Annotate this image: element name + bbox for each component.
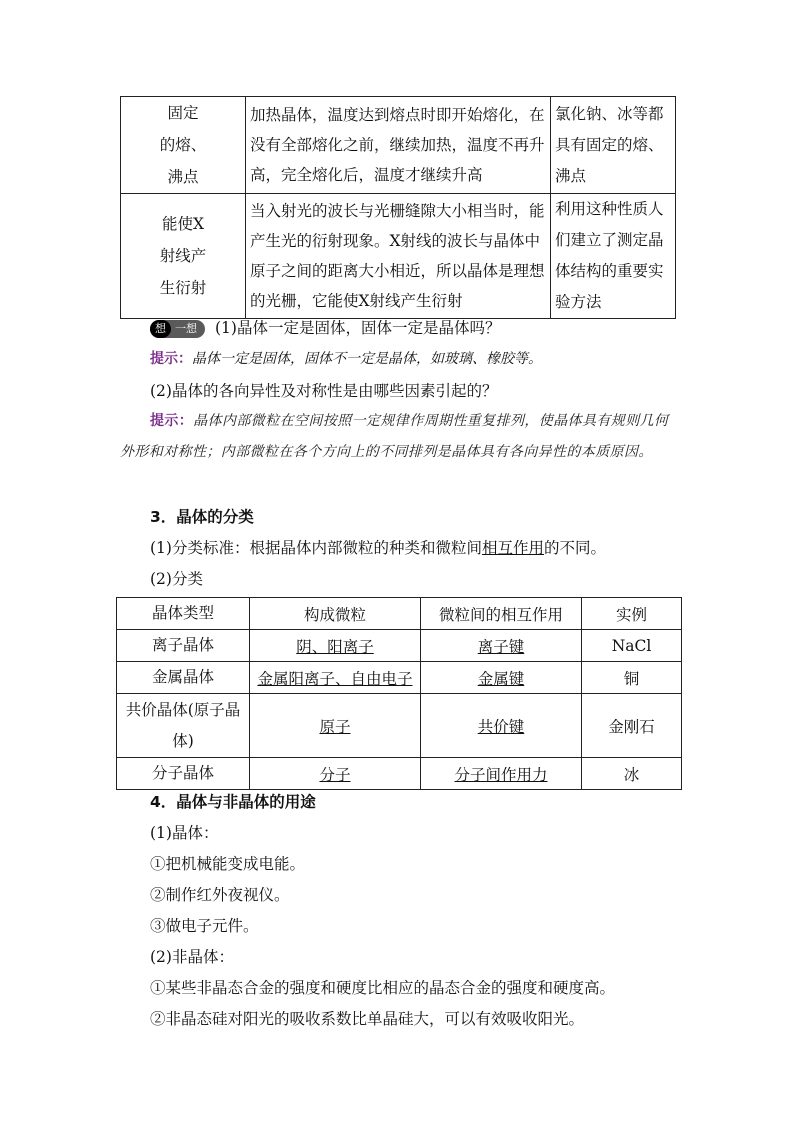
amorphous-uses-title: (2)非晶体： [150,948,234,966]
property-example-cell: 氯化钠、冰等都具有固定的熔、沸点 [551,97,676,194]
table-cell: 阴、阳离子 [250,630,421,662]
table-cell: 共价键 [421,694,582,758]
header-cell: 晶体类型 [117,598,250,630]
property-description-cell: 当入射光的波长与光栅缝隙大小相当时，能产生光的衍射现象。X射线的波长与晶体中原子之间的距离大小相近，所以晶体是理想的光栅，它能使X射线产生衍射 [246,194,551,319]
table-cell: 金属晶体 [117,662,250,694]
list-item: ①某些非晶态合金的强度和硬度比相应的晶态合金的强度和硬度高。 [150,979,616,997]
classification-standard: (1)分类标准：根据晶体内部微粒的种类和微粒间相互作用的不同。 [150,539,606,557]
crystal-classification-table [116,597,682,790]
think-answer-1: 提示：晶体一定是固体，固体不一定是晶体，如玻璃、橡胶等。 [150,351,542,367]
header-cell: 微粒间的相互作用 [421,598,582,630]
table-header-row [117,598,682,630]
think-question-1: 想 一想 (1)晶体一定是固体，固体一定是晶体吗？ [150,316,500,338]
property-description-cell: 加热晶体，温度达到熔点时即开始熔化，在没有全部熔化之前，继续加热，温度不再升高，完全熔化后，温度才继续升高 [246,97,551,194]
table-row [117,630,682,662]
section-3-title: 3．晶体的分类 [150,508,254,526]
list-item: ②制作红外夜视仪。 [150,886,290,904]
think-answer-2: 提示：晶体内部微粒在空间按照一定规律作周期性重复排列，使晶体具有规则几何外形和对称性；内部微粒在各个方向上的不同排列是晶体具有各向异性的本质原因。 [120,413,669,460]
section-4-title: 4．晶体与非晶体的用途 [150,793,316,811]
think-question-2: (2)晶体的各向异性及对称性是由哪些因素引起的？ [150,382,498,400]
header-cell: 构成微粒 [250,598,421,630]
table-row [121,194,676,319]
table-cell: 离子键 [421,630,582,662]
table-cell: 金属键 [421,662,582,694]
table-cell: 冰 [582,758,682,790]
table-cell: 金刚石 [582,694,682,758]
header-cell: 实例 [582,598,682,630]
property-name-cell: 能使X 射线产 生衍射 [121,194,246,319]
property-example-cell: 利用这种性质人们建立了测定晶体结构的重要实验方法 [551,194,676,319]
crystal-property-table [120,96,676,319]
table-row [117,662,682,694]
table-cell: 原子 [250,694,421,758]
table-cell: 分子 [250,758,421,790]
crystal-uses-title: (1)晶体： [150,824,219,842]
list-item: ①把机械能变成电能。 [150,855,306,873]
table-cell: 共价晶体(原子晶体) [117,694,250,758]
table-cell: NaCl [582,630,682,662]
list-item: ③做电子元件。 [150,917,259,935]
table-row [121,97,676,194]
property-name-cell: 固定 的熔、 沸点 [121,97,246,194]
list-item: ②非晶态硅对阳光的吸收系数比单晶硅大，可以有效吸收阳光。 [150,1010,585,1028]
table-cell: 铜 [582,662,682,694]
table-cell: 离子晶体 [117,630,250,662]
think-badge: 想 一想 [150,320,205,338]
table-cell: 分子间作用力 [421,758,582,790]
table-cell: 分子晶体 [117,758,250,790]
table-row [117,758,682,790]
table-cell: 金属阳离子、自由电子 [250,662,421,694]
table-row [117,694,682,758]
classification-subtitle: (2)分类 [150,570,203,588]
